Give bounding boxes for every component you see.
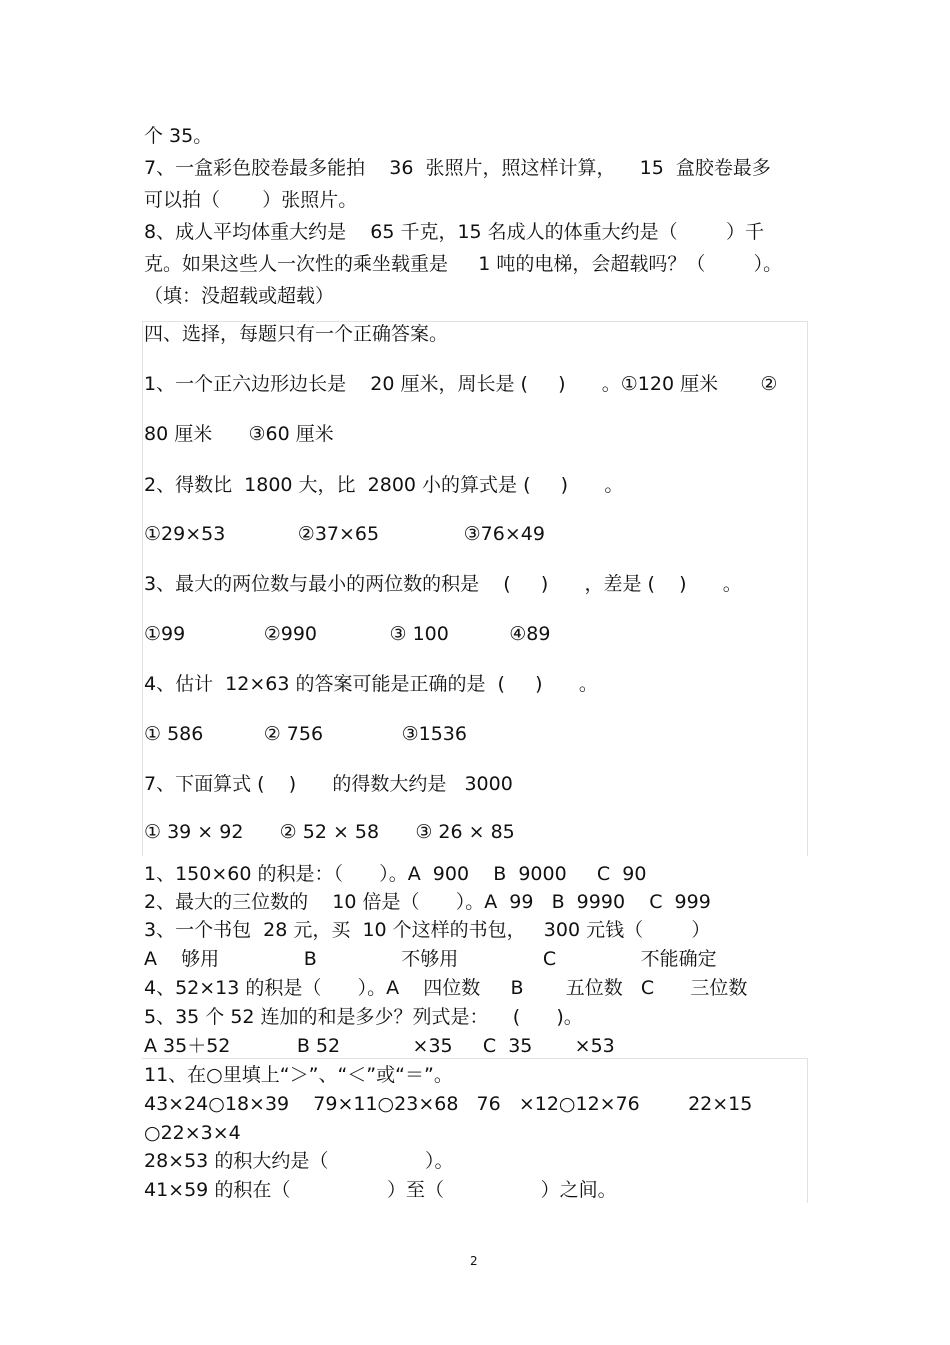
question-line: 28×53 的积大约是（ ）。 — [144, 1150, 454, 1172]
question-line: ①29×53 ②37×65 ③76×49 — [144, 523, 545, 545]
question-line: 41×59 的积在（ ）至（ ）之间。 — [144, 1179, 617, 1201]
question-line: 1、一个正六边形边长是 20 厘米，周长是 ( ) 。①120 厘米 ② — [144, 373, 778, 395]
section4-right-border — [807, 321, 808, 856]
question-line: 3、最大的两位数与最小的两位数的积是 ( ) ，差是 ( ) 。 — [144, 573, 742, 595]
intro-line: 7、一盒彩色胶卷最多能拍 36 张照片，照这样计算， 15 盒胶卷最多 — [144, 157, 771, 179]
intro-line: 8、成人平均体重大约是 65 千克，15 名成人的体重大约是（ ）千 — [144, 221, 764, 243]
question-line: 4、52×13 的积是（ ）。A 四位数 B 五位数 C 三位数 — [144, 977, 748, 999]
question-line: 3、一个书包 28 元，买 10 个这样的书包， 300 元钱（ ） — [144, 919, 711, 941]
question-line: ○22×3×4 — [144, 1122, 241, 1144]
question-line: A 够用 B 不够用 C 不能确定 — [144, 948, 717, 970]
section4-left-border — [142, 321, 143, 856]
intro-line: 个 35。 — [144, 125, 213, 147]
question-line: 1、150×60 的积是：（ ）。A 900 B 9000 C 90 — [144, 863, 647, 885]
section6-right-border — [807, 1058, 808, 1203]
question-line: 7、下面算式 ( ) 的得数大约是 3000 — [144, 773, 513, 795]
question-line: 2、得数比 1800 大，比 2800 小的算式是 ( ) 。 — [144, 474, 624, 496]
question-line: 5、35 个 52 连加的和是多少？列式是： ( )。 — [144, 1006, 583, 1028]
question-line: ① 586 ② 756 ③1536 — [144, 723, 467, 745]
question-line: 4、估计 12×63 的答案可能是正确的是 ( ) 。 — [144, 673, 598, 695]
question-line: A 35＋52 B 52 ×35 C 35 ×53 — [144, 1035, 615, 1057]
question-line: 43×24○18×39 79×11○23×68 76 ×12○12×76 22×15 — [144, 1093, 753, 1115]
page-number: 2 — [470, 1254, 478, 1268]
section6-top-border — [142, 1058, 808, 1059]
question-line: 2、最大的三位数的 10 倍是（ ）。A 99 B 9990 C 999 — [144, 891, 711, 913]
intro-line: （填：没超载或超载） — [144, 285, 335, 307]
intro-line: 可以拍（ ）张照片。 — [144, 189, 358, 211]
intro-line: 克。如果这些人一次性的乘坐载重是 1 吨的电梯，会超载吗？（ ）。 — [144, 253, 783, 275]
question-line: ① 39 × 92 ② 52 × 58 ③ 26 × 85 — [144, 821, 515, 843]
section4-title: 四、选择，每题只有一个正确答案。 — [144, 323, 449, 345]
question-line: ①99 ②990 ③ 100 ④89 — [144, 623, 551, 645]
question-line: 11、在○里填上“＞”、“＜”或“＝”。 — [144, 1064, 453, 1086]
question-line: 80 厘米 ③60 厘米 — [144, 423, 334, 445]
